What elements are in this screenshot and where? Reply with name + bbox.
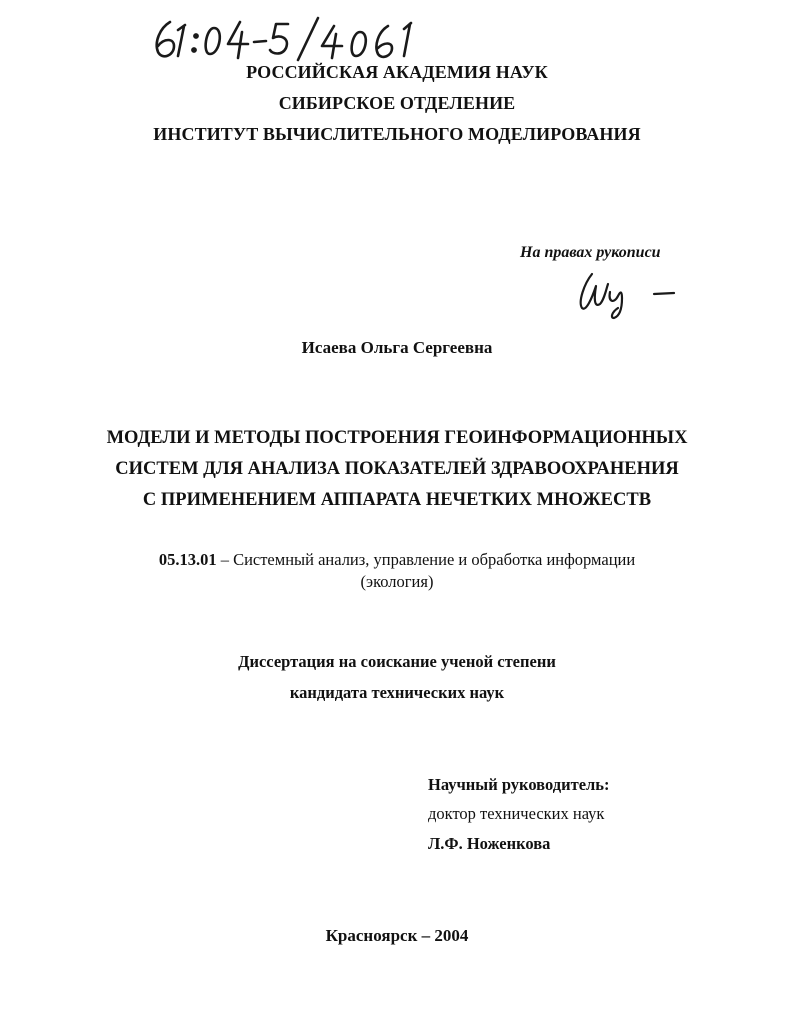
dissertation-title-line: СИСТЕМ ДЛЯ АНАЛИЗА ПОКАЗАТЕЛЕЙ ЗДРАВООХРАНЕНИЯ <box>115 459 679 479</box>
dissertation-title-line: С ПРИМЕНЕНИЕМ АППАРАТА НЕЧЕТКИХ МНОЖЕСТВ <box>142 490 652 510</box>
specialty-name: – Системный анализ, управление и обработка информации <box>216 550 636 569</box>
academy-name: РОССИЙСКАЯ АКАДЕМИЯ НАУК <box>246 62 548 82</box>
handwritten-catalog-number <box>148 14 438 62</box>
manuscript-note: На правах рукописи <box>520 244 661 261</box>
branch-name: СИБИРСКОЕ ОТДЕЛЕНИЕ <box>278 93 516 113</box>
dissertation-title-line: МОДЕЛИ И МЕТОДЫ ПОСТРОЕНИЯ ГЕОИНФОРМАЦИОННЫХ <box>106 428 688 448</box>
institute-name: ИНСТИТУТ ВЫЧИСЛИТЕЛЬНОГО МОДЕЛИРОВАНИЯ <box>153 124 641 144</box>
advisor-degree: доктор технических наук <box>428 804 605 823</box>
specialty-code: 05.13.01 <box>158 550 217 569</box>
degree-line: кандидата технических наук <box>289 683 505 702</box>
specialty-line <box>0 550 794 570</box>
signature-drawing <box>570 268 680 320</box>
author-name: Исаева Ольга Сергеевна <box>301 338 493 357</box>
degree-line: Диссертация на соискание ученой степени <box>238 652 556 671</box>
city-year: Красноярск – 2004 <box>325 926 469 945</box>
advisor-label: Научный руководитель: <box>428 775 610 794</box>
advisor-name: Л.Ф. Ноженкова <box>428 834 551 853</box>
specialty-field: (экология) <box>360 572 434 591</box>
